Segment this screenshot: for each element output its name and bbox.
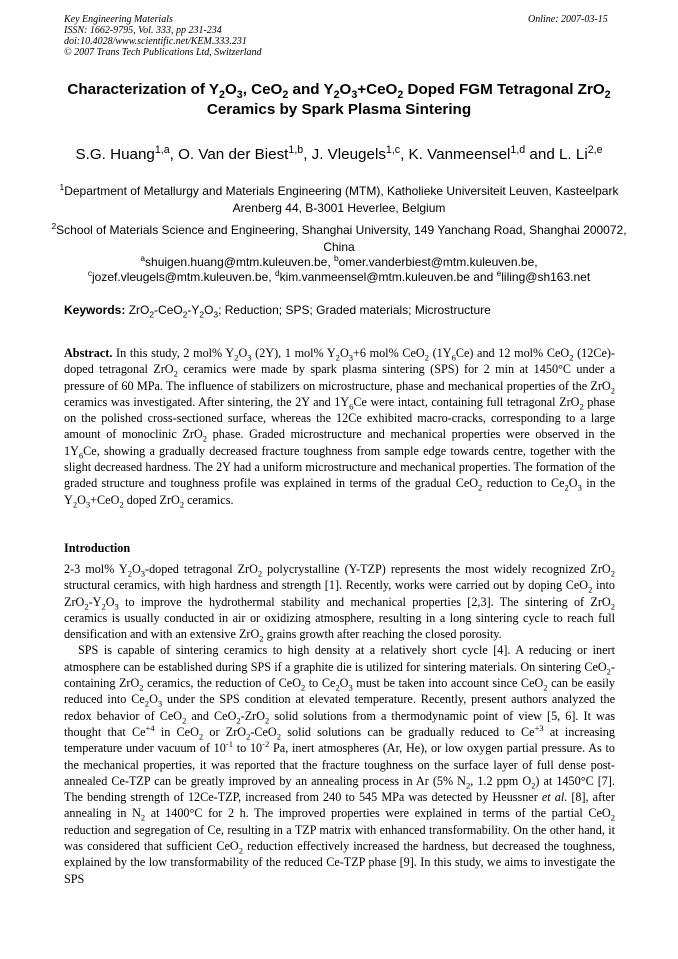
- paper-title: Characterization of $Y_2O_3$, CeO$_2$ and $Y_2O_3+CeO_2$ Doped FGM Tetragonal ZrO$_2$ Ceramics by Spark Plasma Sintering: [67, 81, 611, 118]
- journal-issn: ISSN: 1662-9795, Vol. 333, pp 231-234: [64, 25, 222, 36]
- paragraph: SPS is capable of sintering ceramics to high density at a relatively short cycle [4]. A reducing or inert atmosphere can be established during SPS if a graphite die is utilized for sintering materials. On sintering CeO$_2$-containing ZrO$_2$ ceramics, the reduction of CeO$_2$ to $Ce_2O_3$ must be taken into account since CeO$_2$ can be easily reduced into $Ce_2O_3$ under the SPS condition at elevated temperature. Recently, present authors analyzed the redox behavior of CeO$_2$ and CeO$_2$-ZrO$_2$ solid solutions from a thermodynamic point of view [5, 6]. It was thought that $Ce^{+4}$ in CeO$_2$ or ZrO$_2$-CeO$_2$ solid solutions can be gradually reduced to $Ce^{+3}$ at increasing temperature under vacuum of $10^{-1}$ to $10^{-2}$ Pa, inert atmospheres (Ar, He), or low oxygen partial pressure. As to the mechanical properties, it was reported that the fracture toughness on the surface layer of full dense post-annealed Ce-TZP can be greatly improved by an annealing process in Ar (5% $N_2$, 1.2 ppm $O_2$) at 1450°C [7]. The bending strength of 12Ce-TZP, increased from 240 to 545 MPa was detected by Heussner et al. [8], after annealing in $N_2$ at 1400°C for 2 h. The improved properties were explained in terms of the partial CeO$_2$ reduction and segregation of Ce, resulting in a TZP matrix with enhanced transformability. On the other hand, it was considered that sufficient CeO$_2$ reduction effectively increased the hardness, but decreased the toughness, explained by the low transformability of the reduced Ce-TZP phase [9]. In this study, we aims to investigate the SPS: [64, 643, 615, 886]
- affiliation-1: $^1$Department of Metallurgy and Materials Engineering (MTM), Katholieke Universiteit Leuven, Kasteelpark Arenberg 44, B-3001 Heverlee, Belgium: [59, 182, 619, 215]
- paragraph: 2-3 mol% $Y_2O_3$-doped tetragonal ZrO$_2$ polycrystalline (Y-TZP) represents the most widely recognized ZrO$_2$ structural ceramics, with high hardness and strength [1]. Recently, works were carried out by doping CeO$_2$ into $ZrO_2-Y_2O_3$ to improve the hydrothermal stability and mechanical properties [2,3]. The sintering of ZrO$_2$ ceramics is usually conducted in air or oxidizing atmosphere, resulting in a long sintering cycle to reach full densification and with an extensive ZrO$_2$ grains growth after reaching the closed porosity.: [64, 562, 616, 644]
- section-heading-introduction: Introduction: [64, 541, 131, 555]
- affiliation-2: $^2$School of Materials Science and Engineering, Shanghai University, 149 Yanchang Road, Shanghai 200072, China: [51, 221, 627, 254]
- online-date: Online: 2007-03-15: [528, 14, 608, 25]
- journal-copyright: © 2007 Trans Tech Publications Ltd, Switzerland: [64, 47, 262, 58]
- keywords-text: $ZrO_2-CeO_2-Y_2O_3$; Reduction; SPS; Graded materials; Microstructure: [128, 303, 491, 320]
- abstract-label: Abstract.: [64, 346, 113, 360]
- keywords-label: Keywords:: [64, 303, 126, 317]
- author-emails: $^a$shuigen.huang@mtm.kuleuven.be, $^b$omer.vanderbiest@mtm.kuleuven.be, $^c$jozef.vleugels@mtm.kuleuven.be, $^d$kim.vanmeensel@mtm.kuleuven.be and $^e$liling@sh163.net: [87, 253, 591, 284]
- journal-doi: doi:10.4028/www.scientific.net/KEM.333.231: [64, 36, 247, 47]
- journal-name: Key Engineering Materials: [64, 14, 173, 25]
- introduction-body: [64, 561, 615, 887]
- abstract-text: In this study, 2 mol% $Y_2O_3$ (2Y), 1 mol% $Y_2O_3+6$ mol% CeO$_2$ $(1Y_6Ce)$ and 12 mol% CeO$_2$ (12Ce)-doped tetragonal ZrO$_2$ ceramics were made by spark plasma sintering (SPS) for 2 min at 1450°C under a pressure of 60 MPa. The influence of stabilizers on microstructure, phase and mechanical properties of the ZrO$_2$ ceramics was investigated. After sintering, the 2Y and $1Y_6Ce$ were intact, containing full tetragonal ZrO$_2$ phase on the polished cross-sectioned surface, whereas the 12Ce exhibited macro-cracks, corresponding to a large amount of monoclinic ZrO$_2$ phase. Graded microstructure and mechanical properties were observed in the $1Y_6Ce$, showing a gradually decreased fracture toughness from sample edge towards centre, together with the slight decreased hardness. The 2Y had a uniform microstructure and mechanical properties. The formation of the graded structure and toughness profile was explained in terms of the gradual CeO$_2$ reduction to $Ce_2O_3$ in the $Y_2O_3+CeO_2$ doped ZrO$_2$ ceramics.: [64, 346, 615, 510]
- abstract: [64, 345, 615, 508]
- keywords: [64, 302, 624, 318]
- journal-header: [64, 14, 262, 58]
- author-list: S.G. Huang$^{1,a}$, O. Van der Biest$^{1,b}$, J. Vleugels$^{1,c}$, K. Vanmeensel$^{1,d}$ and L. Li$^{2,e}$: [75, 143, 603, 163]
